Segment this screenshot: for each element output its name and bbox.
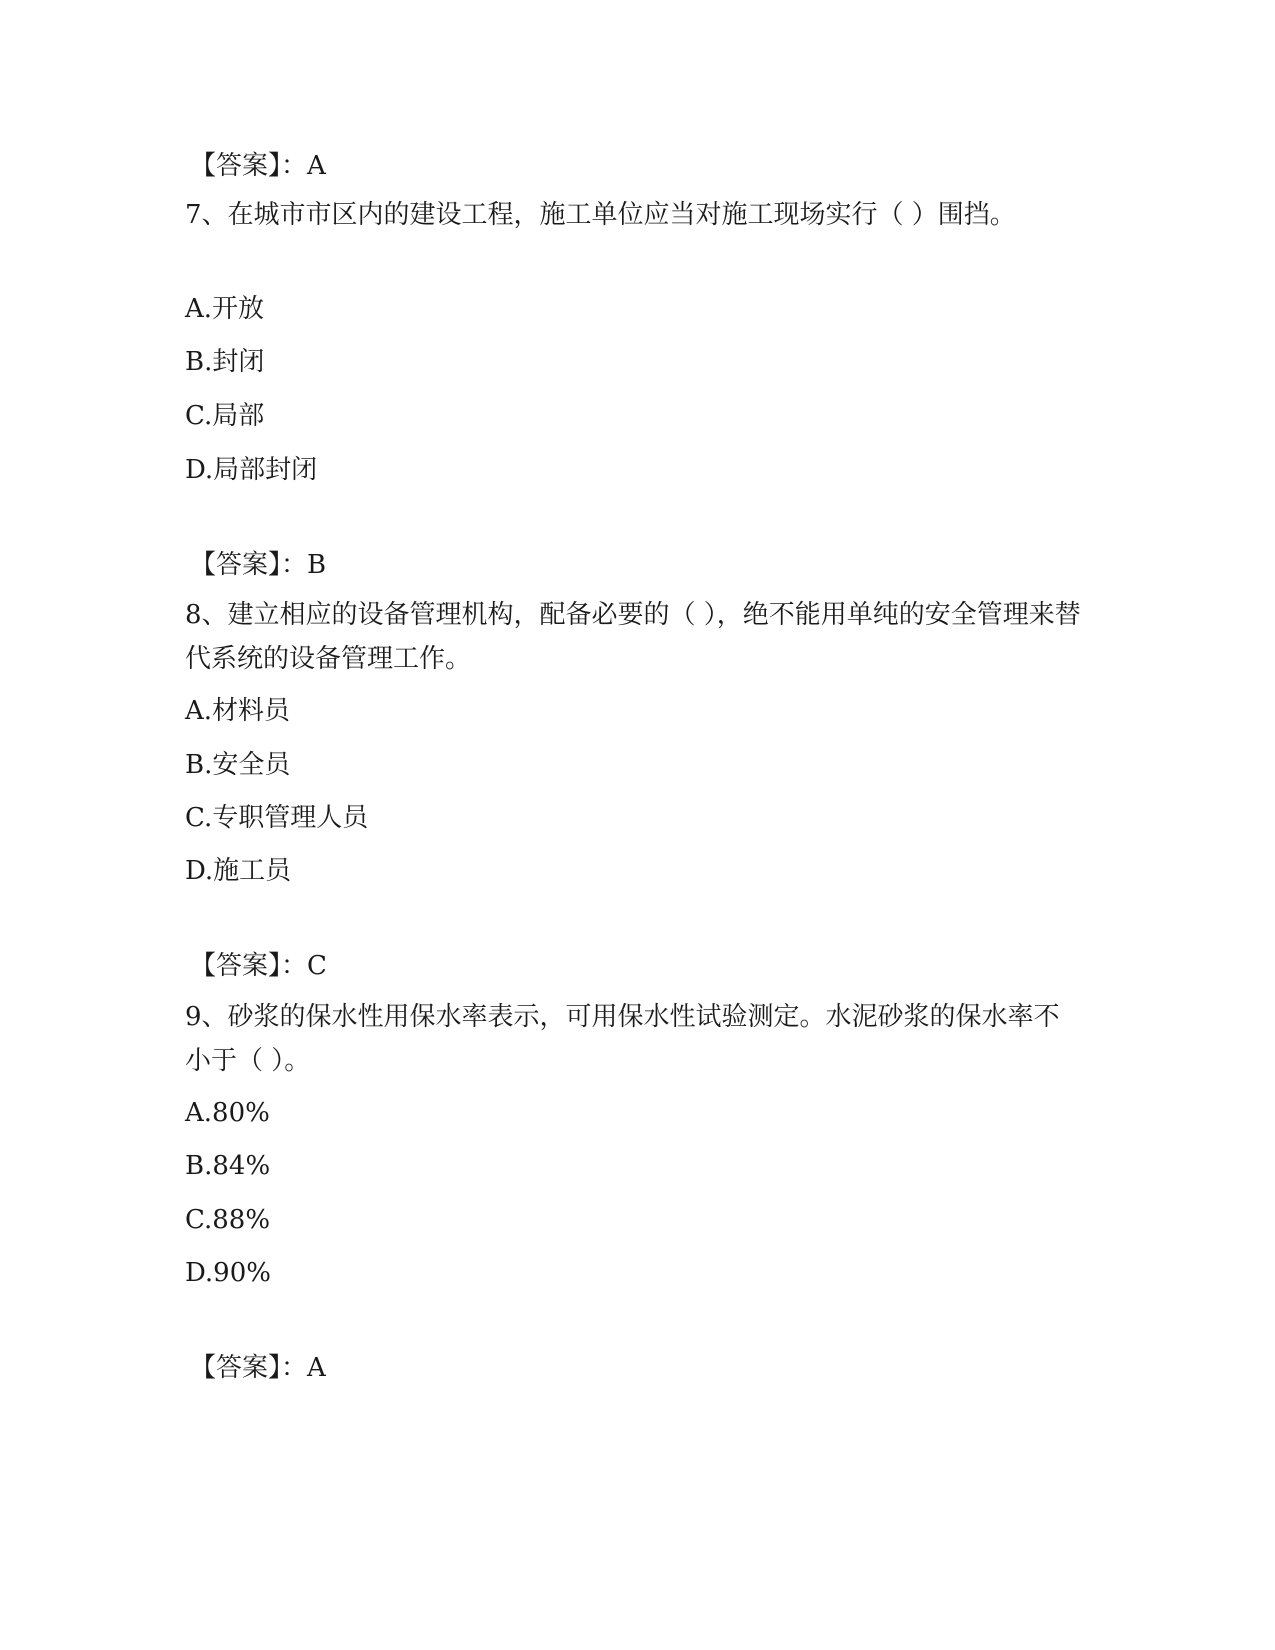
option-d: D.90% (185, 1258, 271, 1288)
option-b: B.安全员 (185, 750, 291, 780)
option-b: B.84% (185, 1151, 271, 1181)
answer-line: 【答案】：C (190, 951, 327, 981)
option-a: A.材料员 (185, 696, 291, 726)
option-d: D.施工员 (185, 856, 292, 886)
option-c: C.专职管理人员 (185, 803, 369, 833)
answer-line: 【答案】：A (190, 151, 326, 181)
answer-line: 【答案】：A (190, 1353, 326, 1383)
question-9: 9、砂浆的保水性用保水率表示，可用保水性试验测定。水泥砂浆的保水率不小于（ ）。 (185, 1002, 1060, 1076)
option-d: D.局部封闭 (185, 455, 318, 485)
option-a: A.开放 (185, 294, 265, 324)
option-b: B.封闭 (185, 347, 265, 377)
answer-line: 【答案】：B (190, 550, 327, 580)
question-7: 7、在城市市区内的建设工程，施工单位应当对施工现场实行（ ）围挡。 (185, 200, 1016, 230)
option-a: A.80% (185, 1098, 270, 1128)
option-c: C.局部 (185, 401, 265, 431)
option-c: C.88% (185, 1205, 271, 1235)
question-8: 8、建立相应的设备管理机构，配备必要的（ ），绝不能用单纯的安全管理来替代系统的设备管理工作。 (185, 600, 1081, 674)
